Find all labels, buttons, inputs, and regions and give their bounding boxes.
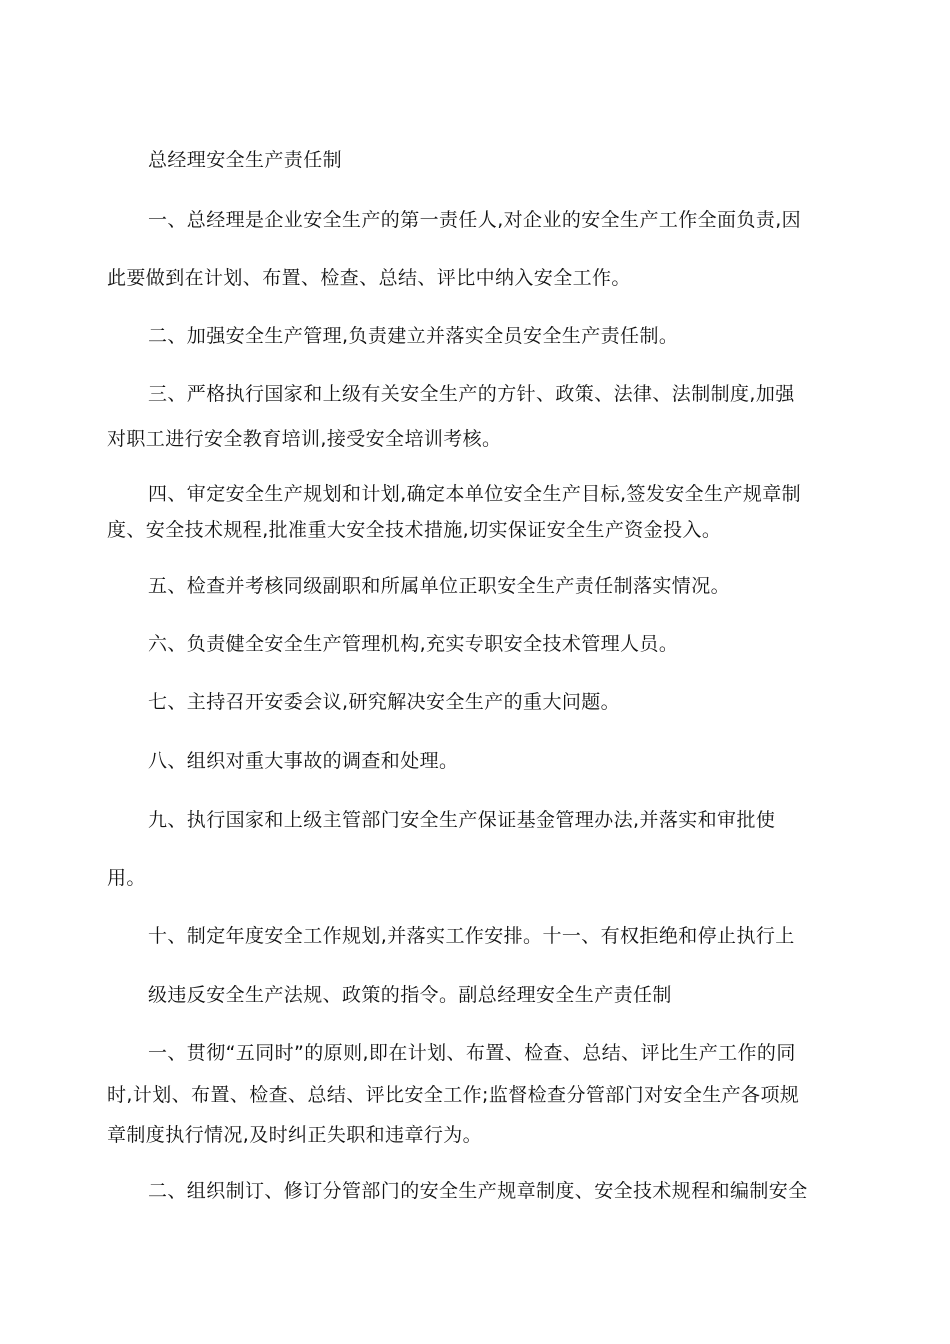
paragraph-line: 十、制定年度安全工作规划,并落实工作安排。十一、有权拒绝和停止执行上 (148, 925, 795, 947)
paragraph-line: 时,计划、布置、检查、总结、评比安全工作;监督检查分管部门对安全生产各项规 (107, 1084, 800, 1106)
paragraph-line: 此要做到在计划、布置、检查、总结、评比中纳入安全工作。 (107, 267, 631, 289)
paragraph-line: 三、严格执行国家和上级有关安全生产的方针、政策、法律、法制制度,加强 (148, 383, 795, 405)
paragraph-line: 级违反安全生产法规、政策的指令。副总经理安全生产责任制 (148, 984, 672, 1006)
document-title: 总经理安全生产责任制 (148, 149, 343, 171)
paragraph-line: 二、组织制订、修订分管部门的安全生产规章制度、安全技术规程和编制安全 (148, 1180, 808, 1202)
paragraph-line: 四、审定安全生产规划和计划,确定本单位安全生产目标,签发安全生产规章制 (148, 483, 802, 505)
paragraph-line: 八、组织对重大事故的调查和处理。 (148, 750, 459, 772)
paragraph-line: 一、总经理是企业安全生产的第一责任人,对企业的安全生产工作全面负责,因 (148, 209, 802, 231)
paragraph-line: 度、安全技术规程,批准重大安全技术措施,切实保证安全生产资金投入。 (107, 519, 722, 541)
paragraph-line: 一、贯彻“五同时”的原则,即在计划、布置、检查、总结、评比生产工作的同 (148, 1042, 796, 1064)
paragraph-line: 二、加强安全生产管理,负责建立并落实全员安全生产责任制。 (148, 325, 679, 347)
paragraph-line: 六、负责健全安全生产管理机构,充实专职安全技术管理人员。 (148, 633, 679, 655)
paragraph-line: 对职工进行安全教育培训,接受安全培训考核。 (107, 428, 502, 450)
paragraph-line: 七、主持召开安委会议,研究解决安全生产的重大问题。 (148, 691, 621, 713)
paragraph-line: 九、执行国家和上级主管部门安全生产保证基金管理办法,并落实和审批使 (148, 809, 776, 831)
paragraph-line: 五、检查并考核同级副职和所属单位正职安全生产责任制落实情况。 (148, 575, 731, 597)
paragraph-line: 章制度执行情况,及时纠正失职和违章行为。 (107, 1124, 483, 1146)
paragraph-line: 用。 (107, 867, 146, 889)
